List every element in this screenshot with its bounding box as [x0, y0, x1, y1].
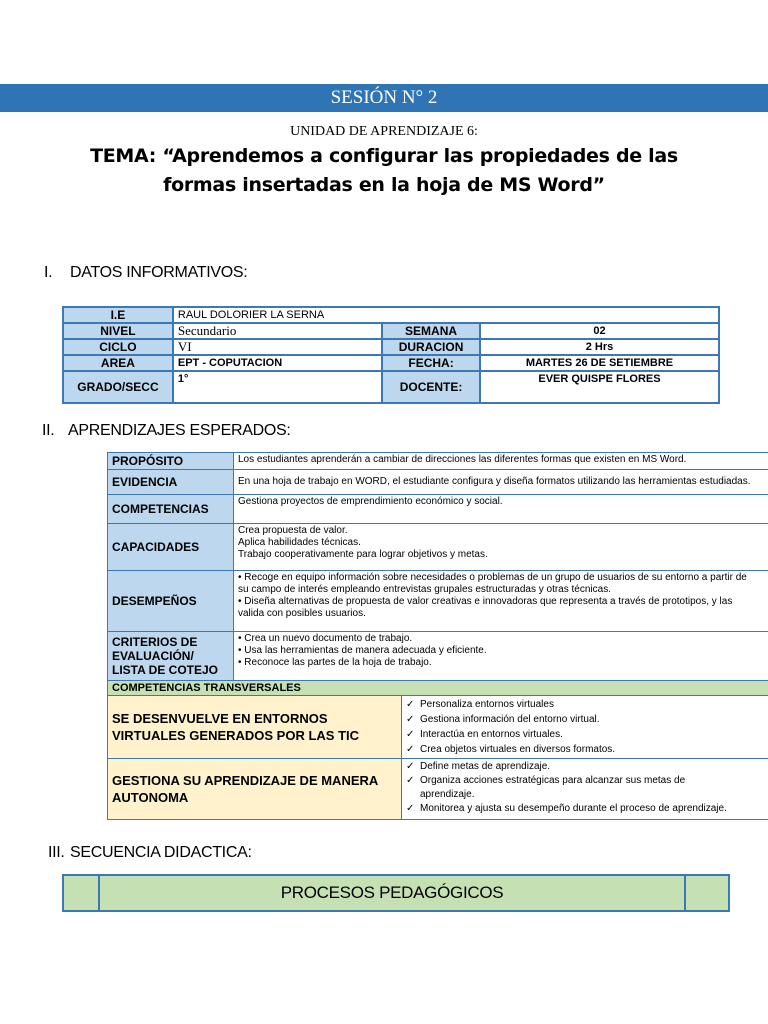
duracion-value: 2 Hrs — [480, 339, 719, 355]
list-item: • Recoge en equipo información sobre necesidades o problemas de un grupo de usuarios de su entorno a partir de — [238, 572, 764, 584]
docente-label: DOCENTE: — [382, 371, 480, 403]
list-item: Trabajo cooperativamente para lograr objetivos y metas. — [238, 549, 488, 560]
aprendizajes-table — [107, 452, 768, 820]
datos-table — [62, 306, 720, 404]
gestiona-list — [402, 759, 768, 820]
checkmark-item: ✓ Personaliza entornos virtuales — [406, 697, 764, 712]
semana-value: 02 — [480, 323, 719, 339]
checkmark-item-continued: aprendizaje. — [420, 789, 475, 800]
section-heading-secuencia — [48, 844, 252, 862]
area-label: AREA — [63, 355, 173, 371]
proposito-value: Los estudiantes aprenderán a cambiar de direcciones las diferentes formas que existen en MS Word. — [234, 453, 768, 470]
checkmark-item: ✓ Monitorea y ajusta su desempeño durante el proceso de aprendizaje. — [406, 802, 764, 816]
table-row — [108, 681, 768, 696]
table-row — [63, 339, 719, 355]
grado-value: 1° — [173, 371, 382, 403]
tic-list — [402, 696, 768, 759]
section-title: APRENDIZAJES ESPERADOS: — [68, 422, 291, 439]
grado-label: GRADO/SECC — [63, 371, 173, 403]
table-row — [108, 696, 768, 759]
procesos-cell-left — [63, 875, 99, 911]
criterios-list — [234, 632, 768, 681]
procesos-title: PROCESOS PEDAGÓGICOS — [99, 875, 685, 911]
list-item: • Crea un nuevo documento de trabajo. — [238, 633, 764, 645]
section-title: SECUENCIA DIDACTICA: — [70, 844, 252, 861]
area-value: EPT - COPUTACION — [173, 355, 382, 371]
table-row — [108, 632, 768, 681]
table-row — [108, 524, 768, 571]
nivel-value: Secundario — [173, 323, 382, 339]
list-item: Crea propuesta de valor. — [238, 525, 348, 536]
list-item: • Reconoce las partes de la hoja de trabajo. — [238, 657, 764, 669]
table-row — [108, 453, 768, 470]
list-item: • Diseña alternativas de propuesta de valor creativas e innovadoras que representa a través de prototipos, y las — [238, 596, 764, 608]
section-heading-datos — [44, 264, 247, 282]
fecha-label: FECHA: — [382, 355, 480, 371]
evidencia-label: EVIDENCIA — [108, 470, 234, 495]
ciclo-label: CICLO — [63, 339, 173, 355]
checkmark-item: ✓ Organiza acciones estratégicas para alcanzar sus metas de — [406, 774, 764, 788]
table-row — [63, 355, 719, 371]
tema-line-2: formas insertadas en la hoja de MS Word” — [163, 174, 605, 196]
duracion-label: DURACION — [382, 339, 480, 355]
fecha-value: MARTES 26 DE SETIEMBRE — [480, 355, 719, 371]
table-row — [63, 371, 719, 403]
list-item: • Usa las herramientas de manera adecuada y eficiente. — [238, 645, 764, 657]
table-row — [63, 875, 729, 911]
competencias-value: Gestiona proyectos de emprendimiento económico y social. — [234, 495, 768, 524]
nivel-label: NIVEL — [63, 323, 173, 339]
checkmark-item: ✓ Crea objetos virtuales en diversos formatos. — [406, 742, 764, 757]
gestiona-label: GESTIONA SU APRENDIZAJE DE MANERA AUTONOMA — [108, 759, 402, 820]
ciclo-value: VI — [173, 339, 382, 355]
criterios-label: CRITERIOS DE EVALUACIÓN/ LISTA DE COTEJO — [108, 632, 234, 681]
table-row — [108, 571, 768, 632]
section-number: III. — [48, 844, 65, 861]
docente-value: EVER QUISPE FLORES — [480, 371, 719, 403]
checkmark-item: ✓ Define metas de aprendizaje. — [406, 760, 764, 774]
tema-line-1: TEMA: “Aprendemos a configurar las propiedades de las — [90, 145, 678, 167]
procesos-cell-right — [685, 875, 729, 911]
unidad-label: UNIDAD DE APRENDIZAJE 6: — [290, 124, 478, 139]
tic-label: SE DESENVUELVE EN ENTORNOS VIRTUALES GENERADOS POR LAS TIC — [108, 696, 402, 759]
ie-value: RAUL DOLORIER LA SERNA — [173, 307, 719, 323]
competencias-label: COMPETENCIAS — [108, 495, 234, 524]
procesos-table — [62, 874, 730, 912]
table-row — [63, 323, 719, 339]
table-row — [108, 470, 768, 495]
checkmark-item: ✓ Gestiona información del entorno virtual. — [406, 712, 764, 727]
session-banner: SESIÓN N° 2 — [0, 84, 768, 112]
list-item: Aplica habilidades técnicas. — [238, 537, 361, 548]
semana-label: SEMANA — [382, 323, 480, 339]
section-number: I. — [44, 264, 53, 281]
capacidades-label: CAPACIDADES — [108, 524, 234, 571]
table-row — [108, 759, 768, 820]
section-title: DATOS INFORMATIVOS: — [70, 264, 248, 281]
ie-label: I.E — [63, 307, 173, 323]
evidencia-value: En una hoja de trabajo en WORD, el estudiante configura y diseña formatos utilizando las herramientas estudiadas. — [234, 470, 768, 495]
desempenos-list — [234, 571, 768, 632]
capacidades-list — [234, 524, 768, 571]
section-number: II. — [42, 422, 55, 439]
table-row — [108, 495, 768, 524]
tema-title — [40, 142, 728, 200]
transversales-label: COMPETENCIAS TRANSVERSALES — [108, 681, 768, 696]
desempenos-label: DESEMPEÑOS — [108, 571, 234, 632]
list-item-continued: su campo de interés empleando entrevistas grupales estructuradas y otras técnicas. — [238, 584, 611, 595]
proposito-label: PROPÓSITO — [108, 453, 234, 470]
list-item-continued: valida con posibles usuarios. — [238, 608, 366, 619]
section-heading-aprendizajes — [42, 422, 291, 440]
checkmark-item: ✓ Interactúa en entornos virtuales. — [406, 727, 764, 742]
table-row — [63, 307, 719, 323]
